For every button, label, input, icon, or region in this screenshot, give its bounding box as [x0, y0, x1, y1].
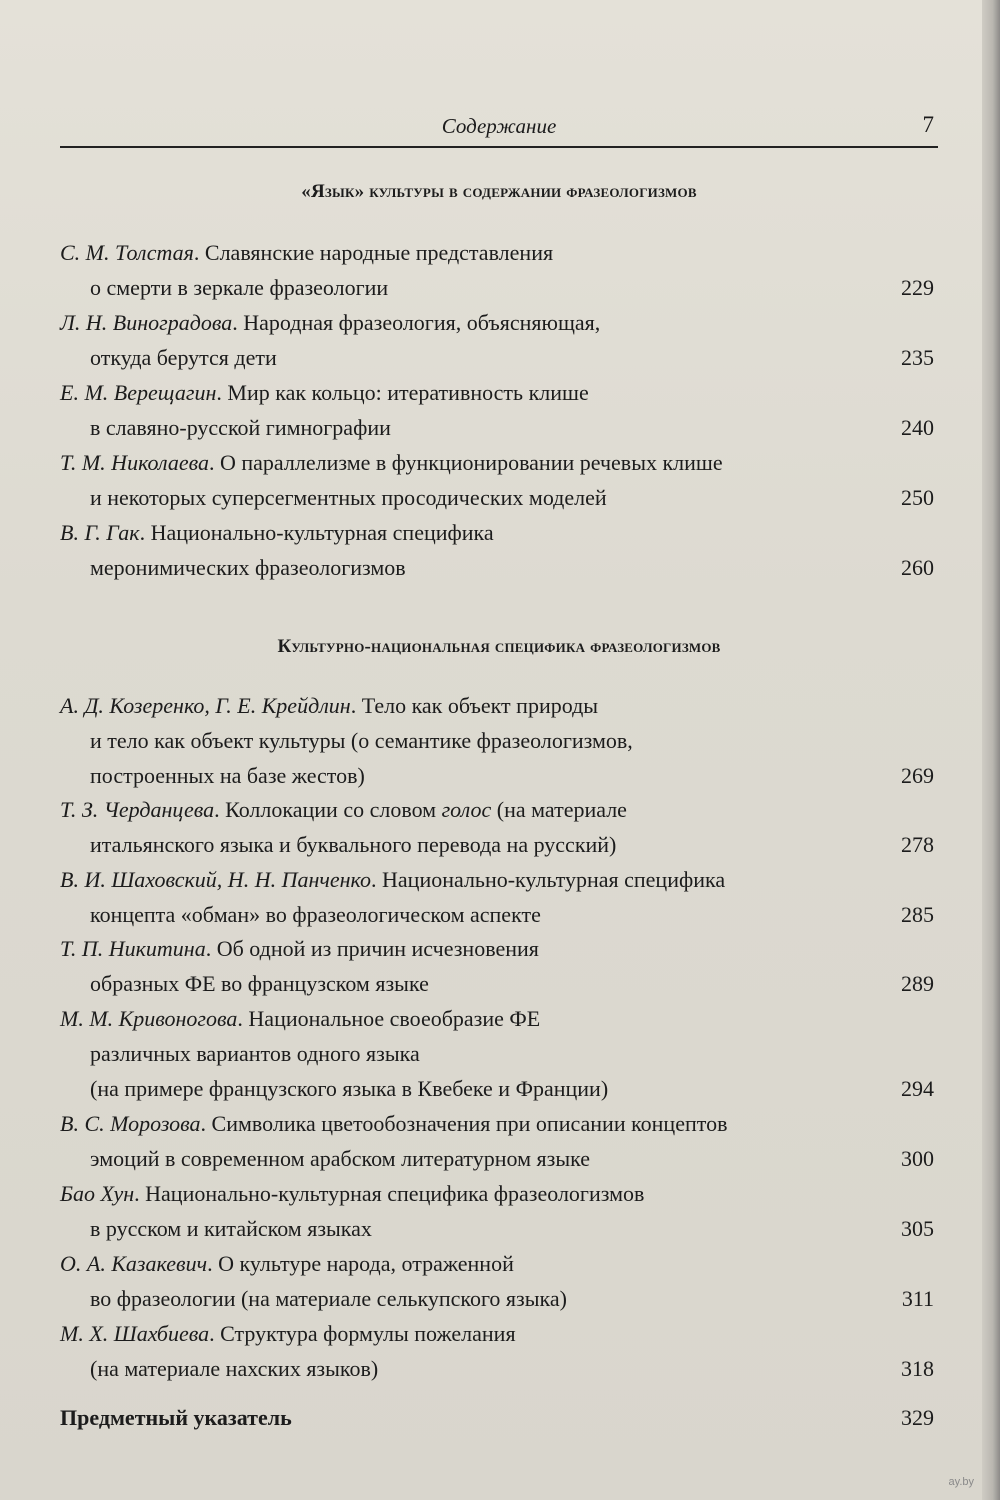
entry-title-cont: и тело как объект культуры (о семантике фразеологизмов,: [90, 728, 633, 753]
entry-title: . Народная фразеология, объясняющая,: [232, 310, 601, 335]
entry-title: . Об одной из причин исчезновения: [205, 936, 539, 961]
entry-page: 250: [901, 485, 934, 510]
entry-page: 240: [901, 415, 934, 440]
entry-title-cont: в русском и китайском языках: [90, 1216, 372, 1241]
toc-entry: [60, 375, 938, 445]
section-heading-1: «Язык» культуры в содержании фразеологизмов: [301, 181, 697, 202]
entry-title: . О параллелизме в функционировании речевых клише: [209, 450, 723, 475]
entry-title-cont: образных ФЕ во французском языке: [90, 971, 429, 996]
entry-author: Е. М. Верещагин: [60, 380, 217, 405]
entry-page: 285: [901, 902, 934, 927]
entry-title: . Национальное своеобразие ФЕ: [237, 1006, 541, 1031]
entry-title: . Национально-культурная специфика: [371, 867, 726, 892]
index-page: 329: [901, 1405, 934, 1430]
entry-page: 294: [901, 1076, 934, 1101]
entry-title-cont: о смерти в зеркале фразеологии: [90, 275, 389, 300]
toc-entry: [60, 1246, 938, 1316]
entry-title-cont: концепта «обман» во фразеологическом аспекте: [90, 902, 541, 927]
entry-author: Т. З. Черданцева: [60, 797, 215, 822]
entry-page: 311: [901, 1286, 934, 1311]
entry-author: М. Х. Шахбиева: [60, 1321, 210, 1346]
entry-title-cont: откуда берутся дети: [90, 345, 277, 370]
entry-author: В. С. Морозова: [60, 1111, 201, 1136]
entry-page: 269: [901, 763, 934, 788]
running-header: [60, 112, 938, 148]
entry-title-cont: различных вариантов одного языка: [90, 1041, 420, 1066]
entry-author: М. М. Кривоногова: [60, 1006, 238, 1031]
toc-entry: [60, 445, 938, 515]
entry-author: С. М. Толстая: [60, 240, 194, 265]
toc-entry: [60, 1176, 938, 1246]
entry-author: В. И. Шаховский, Н. Н. Панченко: [60, 867, 372, 892]
entry-title: . Символика цветообозначения при описании концептов: [200, 1111, 728, 1136]
entry-page: 289: [901, 971, 934, 996]
index-label: Предметный указатель: [60, 1405, 292, 1430]
entry-title: . Мир как кольцо: итеративность клише: [216, 380, 589, 405]
page-number: 7: [922, 112, 934, 137]
entry-title: . Национально-культурная специфика фразеологизмов: [134, 1181, 645, 1206]
entry-author: А. Д. Козеренко, Г. Е. Крейдлин: [60, 693, 351, 718]
toc-entry: [60, 1106, 938, 1176]
entry-title-cont: итальянского языка и буквального перевода на русский): [90, 832, 617, 857]
toc-entry: [60, 235, 938, 305]
entry-title-cont: (на примере французского языка в Квебеке и Франции): [90, 1076, 609, 1101]
entry-page: 229: [901, 275, 934, 300]
toc-entry: [60, 688, 938, 793]
toc-entry: [60, 931, 938, 1001]
entry-title: . Национально-культурная специфика: [139, 520, 494, 545]
toc-entry: [60, 1316, 938, 1386]
entry-author: В. Г. Гак: [60, 520, 140, 545]
index-entry: [60, 1400, 938, 1435]
running-title: Содержание: [441, 114, 557, 138]
entry-page: 235: [901, 345, 934, 370]
toc-entry: [60, 792, 938, 862]
entry-page: 260: [901, 555, 934, 580]
entry-author: Т. П. Никитина: [60, 936, 206, 961]
section-heading-2: Культурно-национальная специфика фразеологизмов: [277, 636, 721, 657]
entry-title: . Коллокации со словом: [214, 797, 442, 822]
entry-author: Т. М. Николаева: [60, 450, 209, 475]
toc-entry: [60, 1001, 938, 1106]
entry-page: 278: [901, 832, 934, 857]
entry-author: Л. Н. Виноградова: [60, 310, 233, 335]
entry-author: О. А. Казакевич: [60, 1251, 208, 1276]
toc-entry: [60, 515, 938, 585]
toc-entry: [60, 862, 938, 932]
entry-page: 300: [901, 1146, 934, 1171]
toc-entry: [60, 305, 938, 375]
watermark: ay.by: [948, 1476, 974, 1488]
entry-title-cont: в славяно-русской гимнографии: [90, 415, 391, 440]
entry-title-cont: построенных на базе жестов): [90, 763, 365, 788]
entry-page: 318: [901, 1356, 934, 1381]
page-edge: [982, 0, 1000, 1500]
entry-title: . Тело как объект природы: [350, 693, 599, 718]
entry-title: . Структура формулы пожелания: [209, 1321, 516, 1346]
entry-page: 305: [901, 1216, 934, 1241]
entry-title: . О культуре народа, отраженной: [207, 1251, 514, 1276]
entry-title-italic: голос: [441, 797, 492, 822]
entry-title: . Славянские народные представления: [193, 240, 554, 265]
entry-title-cont: во фразеологии (на материале селькупского языка): [90, 1286, 567, 1311]
entry-title-cont: меронимических фразеологизмов: [90, 555, 406, 580]
entry-title-cont: и некоторых суперсегментных просодических моделей: [90, 485, 607, 510]
entry-title-cont: эмоций в современном арабском литературном языке: [90, 1146, 591, 1171]
entry-author: Бао Хун: [60, 1181, 135, 1206]
entry-title-cont: (на материале нахских языков): [90, 1356, 379, 1381]
entry-title-tail: (на материале: [491, 797, 627, 822]
